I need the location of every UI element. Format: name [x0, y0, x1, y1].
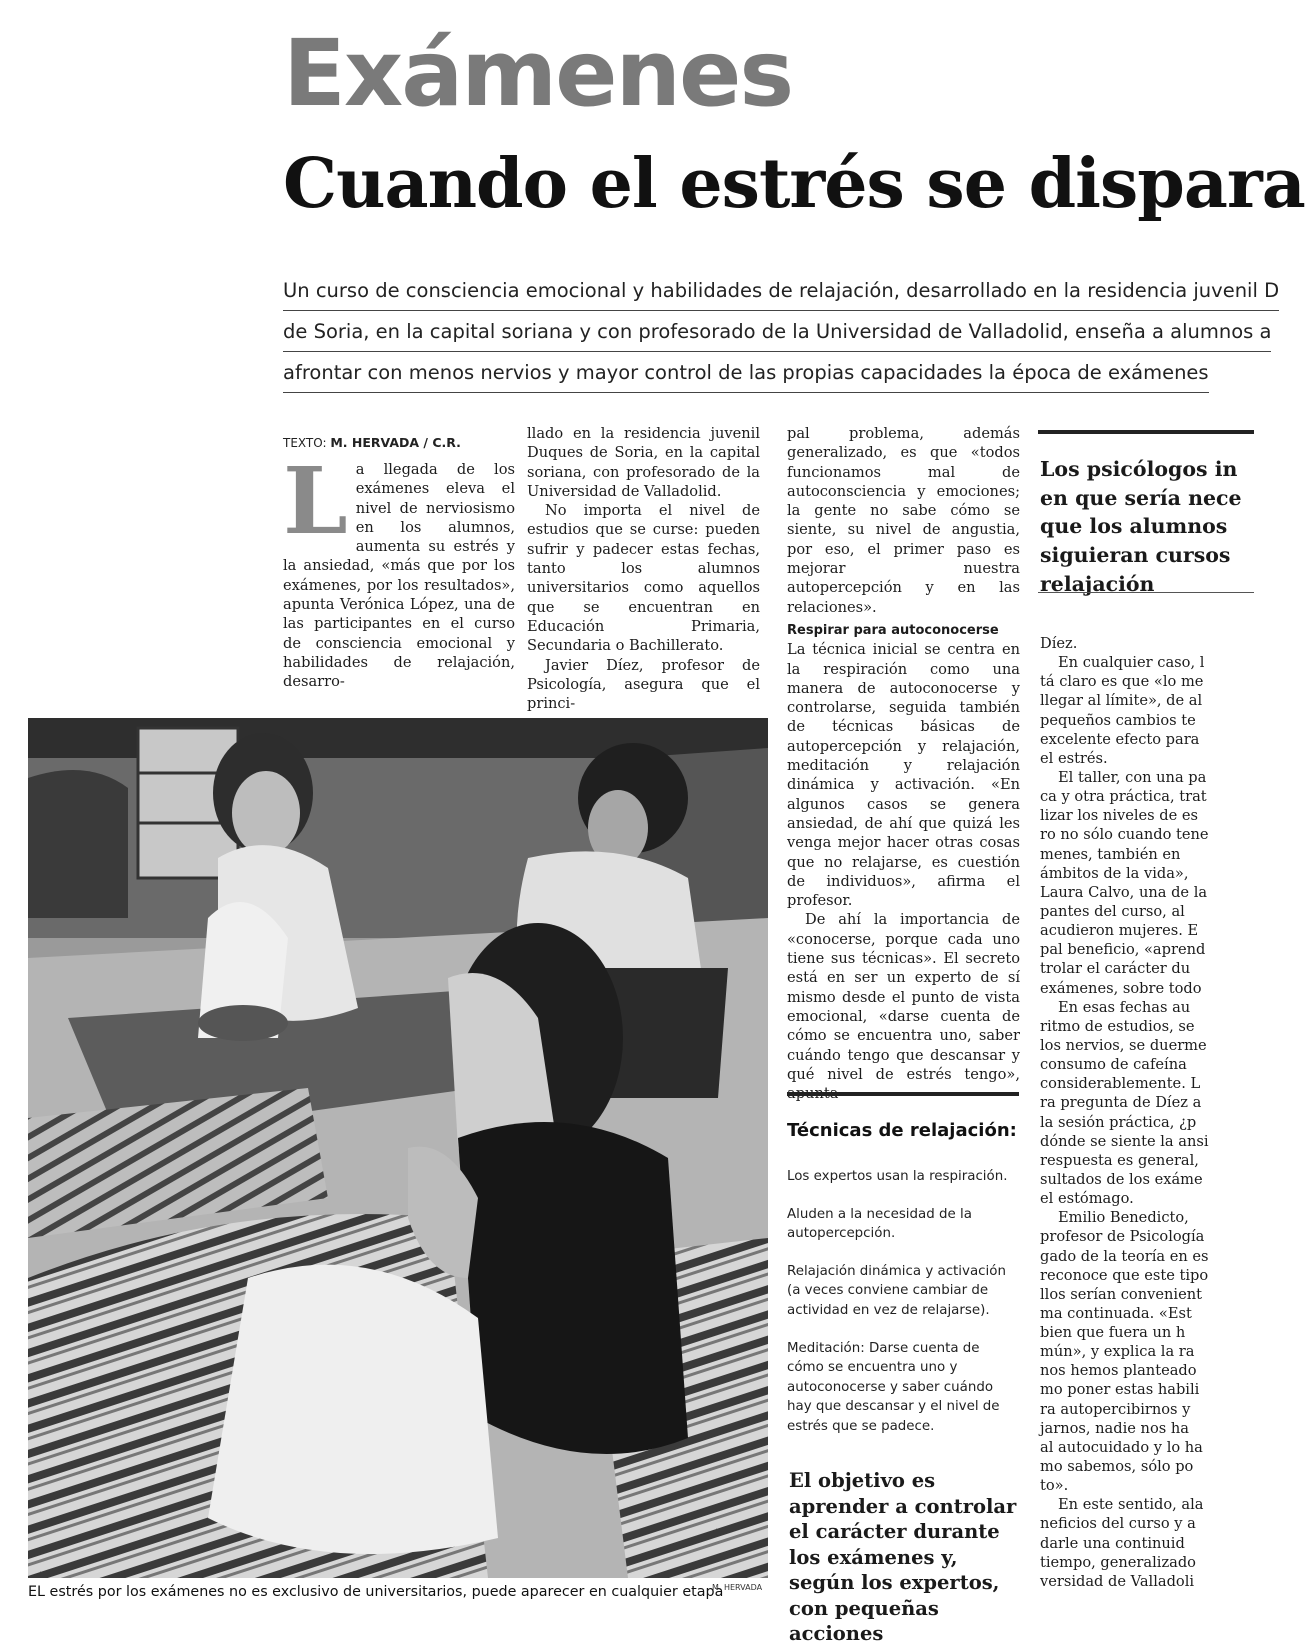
box-item: Meditación: Darse cuenta de cómo se encuentra uno y autoconocerse y saber cuándo hay que descansar y el nivel de estrés que se padece.	[787, 1340, 1000, 1434]
column-4-line: reconoce que este tipo	[1040, 1266, 1209, 1284]
column-4-line: tá claro es que «lo me	[1040, 673, 1204, 691]
subheading: Respirar para autoconocerse	[787, 622, 999, 638]
sidebar-headline-line: que los alumnos	[1040, 514, 1228, 539]
column-4-line: ca y otra práctica, trat	[1040, 788, 1207, 806]
article-paragraph: De ahí la importancia de «conocerse, porque cada uno tiene sus técnicas». El secreto está en ser un experto de sí mismo desde el punto de vista emocional, «darse cuenta de cómo se encuentra uno, saber cuándo tengo que descansar y qué nivel de estrés tengo», apunta	[787, 911, 1020, 1103]
article-photo	[28, 718, 768, 1578]
column-4-line: la sesión práctica, ¿p	[1040, 1113, 1197, 1131]
column-4-line: respuesta es general,	[1040, 1151, 1199, 1169]
column-4-line: menes, también en	[1040, 845, 1181, 863]
column-4-line: acudieron mujeres. E	[1040, 922, 1199, 940]
sidebar-headline	[1040, 455, 1254, 599]
sidebar-headline-line: en que sería nece	[1040, 485, 1242, 510]
article-column-4	[1040, 634, 1254, 1591]
lead-line: de Soria, en la capital soriana y con profesorado de la Universidad de Valladolid, enseña a alumnos a	[283, 315, 1271, 352]
byline-authors: M. HERVADA / C.R.	[330, 435, 461, 450]
column-4-line: llos serían convenient	[1040, 1285, 1202, 1303]
column-4-line: mo sabemos, sólo po	[1040, 1458, 1194, 1476]
photo-illustration	[28, 718, 768, 1578]
column-4-line: darle una continuid	[1040, 1534, 1185, 1552]
column-4-line: el estómago.	[1040, 1190, 1134, 1208]
column-4-line: mún», y explica la ra	[1040, 1343, 1195, 1361]
pull-quote: El objetivo es aprender a controlar el carácter durante los exámenes y, según los expertos, con pequeñas acciones	[789, 1469, 1017, 1645]
column-4-line: ma continuada. «Est	[1040, 1304, 1192, 1322]
column-4-line: el estrés.	[1040, 749, 1108, 767]
column-4-line: pequeños cambios te	[1040, 711, 1196, 729]
column-4-line: gado de la teoría en es	[1040, 1247, 1209, 1265]
lead-line: afrontar con menos nervios y mayor control de las propias capacidades la época de exámenes	[283, 356, 1209, 393]
column-4-line: ámbitos de la vida»,	[1040, 864, 1189, 882]
column-4-line: los nervios, se duerme	[1040, 1036, 1207, 1054]
column-4-line: al autocuidado y lo ha	[1040, 1438, 1203, 1456]
article-column-1	[283, 447, 515, 700]
article-paragraph: No importa el nivel de estudios que se curse: pueden sufrir y padecer estas fechas, tanto los alumnos universitarios como aquellos que se encuentran en Educación Primaria, Secundaria o Bachillerato.	[527, 502, 760, 655]
box-title: Técnicas de relajación:	[787, 1120, 1017, 1141]
column-4-line: considerablemente. L	[1040, 1075, 1201, 1093]
column-4-line: jarnos, nadie nos ha	[1040, 1419, 1189, 1437]
column-4-line: tiempo, generalizado	[1040, 1553, 1196, 1571]
column-4-line: to».	[1040, 1477, 1069, 1495]
article-paragraph: La técnica inicial se centra en la respiración como una manera de autoconocerse y controlarse, seguida también de técnicas básicas de autopercepción y relajación, meditación y relajación dinámica y activación. «En algunos casos se genera ansiedad, de ahí que quizá les venga mejor hacer otras cosas que no relajarse, es cuestión de individuos», afirma el profesor.	[787, 641, 1020, 910]
column-4-line: Emilio Benedicto,	[1058, 1209, 1189, 1227]
sidebar-headline-line: Los psicólogos in	[1040, 457, 1238, 481]
sidebar-headline-line: siguieran cursos	[1040, 543, 1231, 568]
column-4-line: versidad de Valladoli	[1040, 1572, 1195, 1590]
column-4-line: bien que fuera un h	[1040, 1324, 1186, 1342]
column-4-line: llegar al límite», de al	[1040, 692, 1203, 710]
column-4-line: ra autopercibirnos y	[1040, 1400, 1191, 1418]
column-4-line: En este sentido, ala	[1058, 1496, 1204, 1514]
column-4-line: En cualquier caso, l	[1058, 654, 1205, 672]
column-4-line: pal beneficio, «aprend	[1040, 941, 1206, 959]
column-4-line: ro no sólo cuando tene	[1040, 826, 1209, 844]
lead-line: Un curso de consciencia emocional y habilidades de relajación, desarrollado en la residencia juvenil D	[283, 274, 1279, 311]
column-4-line: mo poner estas habili	[1040, 1381, 1200, 1399]
article-paragraph	[283, 447, 515, 692]
column-4-line: sultados de los exáme	[1040, 1170, 1203, 1188]
column-1-text: a llegada de los exámenes eleva el nivel de nerviosismo en los alumnos, aumenta su estrés y la ansiedad, «más que por los exámenes, por los resultados», apunta Verónica López, una de las participantes en el curso de consciencia emocional y habilidades de relajación, desarro-	[283, 461, 515, 691]
column-4-line: ra pregunta de Díez a	[1040, 1094, 1202, 1112]
drop-cap: L	[283, 447, 348, 555]
column-4-line: Díez.	[1040, 635, 1078, 652]
column-4-line: Laura Calvo, una de la	[1040, 883, 1208, 901]
photo-credit: M. HERVADA	[712, 1583, 763, 1592]
column-4-line: nos hemos planteado	[1040, 1362, 1197, 1380]
column-4-line: trolar el carácter du	[1040, 960, 1191, 978]
column-4-line: El taller, con una pa	[1058, 768, 1207, 786]
box-item: Los expertos usan la respiración.	[787, 1169, 1008, 1184]
column-4-line: profesor de Psicología	[1040, 1228, 1205, 1246]
headline: Cuando el estrés se dispara	[283, 144, 1305, 224]
column-4-line: exámenes, sobre todo	[1040, 979, 1202, 997]
sidebar-headline-line: relajación	[1040, 571, 1155, 596]
article-paragraph: llado en la residencia juvenil Duques de Soria, en la capital soriana, con profesorado de la Universidad de Valladolid.	[527, 425, 760, 500]
column-4-line: neficios del curso y a	[1040, 1515, 1196, 1533]
column-4-line: lizar los niveles de es	[1040, 807, 1199, 825]
column-4-line: dónde se siente la ansi	[1040, 1132, 1209, 1150]
photo-caption: EL estrés por los exámenes no es exclusivo de universitarios, puede aparecer en cualquier etapa	[28, 1584, 724, 1600]
box-item: Aluden a la necesidad de la autopercepción.	[787, 1206, 972, 1242]
article-paragraph: Javier Díez, profesor de Psicología, asegura que el princi-	[527, 656, 760, 713]
sidebar-rule	[1038, 430, 1254, 434]
article-column-2	[527, 424, 760, 713]
column-4-line: ritmo de estudios, se	[1040, 1017, 1195, 1035]
byline-prefix: TEXTO:	[283, 436, 327, 450]
column-4-line: En esas fechas au	[1058, 998, 1191, 1016]
column-4-line: consumo de cafeína	[1040, 1056, 1187, 1074]
lead-paragraph	[283, 274, 1280, 397]
column-4-line: pantes del curso, al	[1040, 902, 1185, 920]
article-paragraph: pal problema, además generalizado, es que «todos funcionamos mal de autoconsciencia y emociones; la gente no sabe cómo se siente, su nivel de angustia, por eso, el primer paso es mejorar nuestra autopercepción y en las relaciones».	[787, 425, 1020, 616]
section-title: Exámenes	[283, 20, 793, 127]
sidebar-divider	[1038, 592, 1254, 593]
article-column-3	[787, 424, 1020, 1103]
techniques-box	[787, 1092, 1019, 1455]
column-4-line: excelente efecto para	[1040, 730, 1200, 748]
box-item: Relajación dinámica y activación (a veces conviene cambiar de actividad en vez de relajarse).	[787, 1263, 1006, 1318]
